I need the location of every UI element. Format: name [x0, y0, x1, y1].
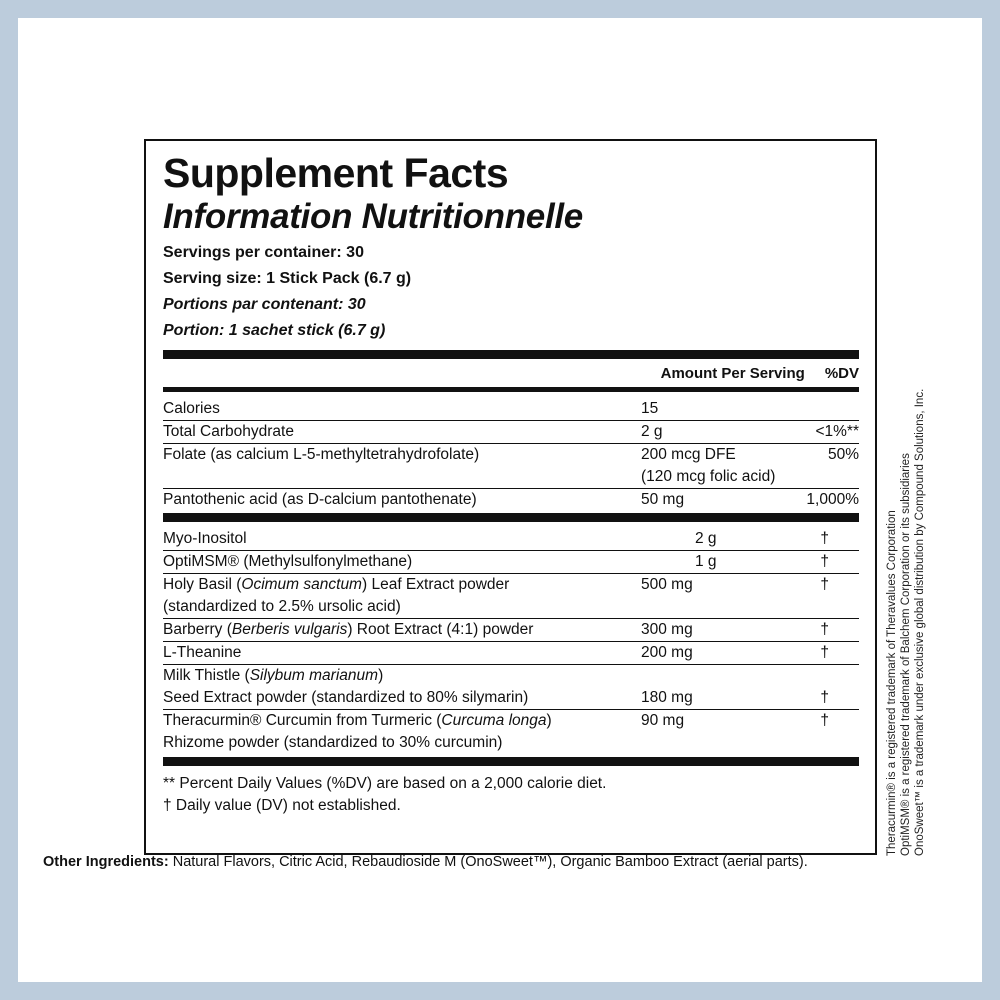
- other-ingredients: [43, 854, 808, 870]
- trademark-line: OptiMSM® is a registered trademark of Balchem Corporation or its subsidiaries: [900, 453, 912, 856]
- ingredient-amount: 1 g: [695, 553, 717, 570]
- nutrient-row: [163, 421, 859, 444]
- ingredient-name: Theracurmin® Curcumin from Turmeric (Curcuma longa): [163, 712, 552, 729]
- ingredient-amount: 180 mg: [641, 689, 693, 706]
- ingredient-row: [163, 642, 859, 665]
- amount-header: Amount Per Serving: [660, 364, 805, 382]
- ingredient-row: [163, 619, 859, 642]
- trademark-line: OnoSweet™ is a trademark under exclusive global distribution by Compound Solutions, Inc.: [914, 388, 926, 856]
- nutrient-amount: 15: [641, 400, 659, 417]
- ingredient-name: Holy Basil (Ocimum sanctum) Leaf Extract powder: [163, 576, 510, 593]
- ingredient-amount: 90 mg: [641, 712, 685, 729]
- nutrient-row: [163, 444, 859, 489]
- footnotes: [163, 773, 859, 817]
- ingredient-name: Milk Thistle (Silybum marianum): [163, 667, 384, 684]
- divider-thick: [163, 757, 859, 766]
- dagger-mark: †: [820, 621, 829, 638]
- nutrient-amount: [641, 444, 775, 488]
- portion-size: Portion: 1 sachet stick (6.7 g): [163, 322, 386, 339]
- ingredient-name: Myo-Inositol: [163, 530, 247, 547]
- panel-subtitle: Information Nutritionnelle: [163, 197, 583, 236]
- supplement-facts-panel: [144, 139, 877, 855]
- dagger-mark: †: [820, 689, 829, 706]
- nutrient-row: [163, 398, 859, 421]
- ingredient-name: L-Theanine: [163, 644, 242, 661]
- ingredient-name-line2: Rhizome powder (standardized to 30% curcumin): [163, 734, 503, 751]
- ingredient-row: [163, 574, 859, 619]
- nutrient-name: Total Carbohydrate: [163, 423, 294, 440]
- ingredient-name-line2: (standardized to 2.5% ursolic acid): [163, 598, 401, 615]
- ingredient-name: OptiMSM® (Methylsulfonylmethane): [163, 553, 413, 570]
- nutrient-name: Folate (as calcium L-5-methyltetrahydrofolate): [163, 446, 480, 463]
- ingredient-amount: 500 mg: [641, 576, 693, 593]
- label-sheet: [18, 18, 982, 982]
- divider-thick: [163, 350, 859, 359]
- trademark-line: Theracurmin® is a registered trademark of Theravalues Corporation: [886, 510, 898, 856]
- nutrient-name: Pantothenic acid (as D-calcium pantothenate): [163, 491, 477, 508]
- dv-header: %DV: [824, 364, 859, 382]
- nutrient-dv: 50%: [827, 446, 859, 463]
- ingredient-amount: 200 mg: [641, 644, 693, 661]
- ingredient-row: [163, 528, 859, 551]
- dagger-mark: †: [820, 576, 829, 593]
- nutrient-row: [163, 489, 859, 511]
- ingredient-name-line2: Seed Extract powder (standardized to 80% silymarin): [163, 689, 529, 706]
- divider-thick: [163, 513, 859, 522]
- dagger-mark: †: [820, 644, 829, 661]
- footnote-dv: ** Percent Daily Values (%DV) are based on a 2,000 calorie diet.: [163, 775, 607, 792]
- dagger-mark: †: [820, 530, 829, 547]
- nutrient-amount: 50 mg: [641, 491, 685, 508]
- trademark-notes: [885, 389, 927, 856]
- serving-size: Serving size: 1 Stick Pack (6.7 g): [163, 270, 412, 287]
- dagger-mark: †: [820, 712, 829, 729]
- ingredient-name: Barberry (Berberis vulgaris) Root Extract (4:1) powder: [163, 621, 534, 638]
- portions-per-container: Portions par contenant: 30: [163, 296, 366, 313]
- other-ingredients-label: Other Ingredients:: [43, 854, 169, 870]
- footnote-dagger: † Daily value (DV) not established.: [163, 797, 401, 814]
- nutrient-dv: <1%**: [815, 423, 859, 440]
- nutrient-amount: 2 g: [641, 423, 663, 440]
- other-ingredients-text: Natural Flavors, Citric Acid, Rebaudioside M (OnoSweet™), Organic Bamboo Extract (aerial parts).: [168, 854, 808, 870]
- nutrient-dv: 1,000%: [806, 491, 859, 508]
- ingredient-row: [163, 551, 859, 574]
- panel-title: Supplement Facts: [163, 150, 509, 196]
- nutrient-amount-line: 200 mcg DFE: [641, 446, 736, 463]
- ingredient-row: [163, 665, 859, 710]
- dagger-mark: †: [820, 553, 829, 570]
- ingredient-row: [163, 710, 859, 754]
- ingredient-amount: 300 mg: [641, 621, 693, 638]
- ingredient-amount: 2 g: [695, 530, 717, 547]
- nutrient-amount-line: (120 mcg folic acid): [641, 468, 776, 485]
- column-header: [163, 359, 859, 387]
- servings-per-container: Servings per container: 30: [163, 244, 364, 261]
- nutrient-name: Calories: [163, 400, 220, 417]
- serving-info: [163, 240, 859, 344]
